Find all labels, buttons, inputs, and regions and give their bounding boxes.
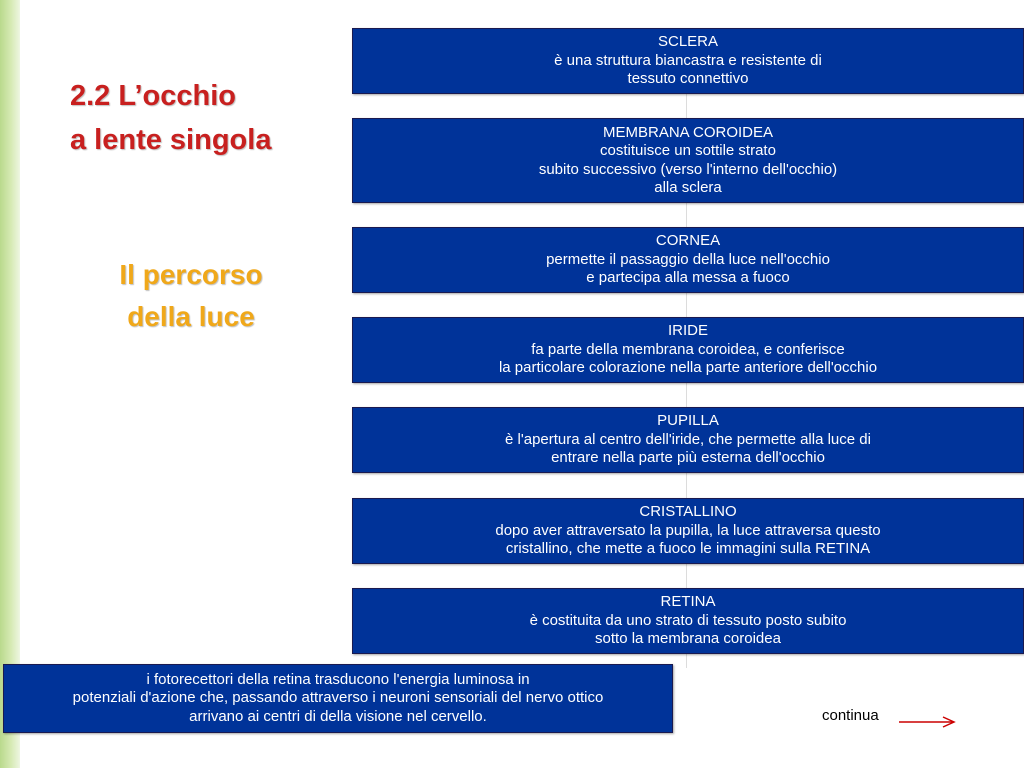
box-heading: MEMBRANA COROIDEA xyxy=(602,123,774,141)
slide-subtitle-line-1: Il percorso xyxy=(119,259,263,290)
box-text-line: entrare nella parte più esterna dell'occhio xyxy=(551,449,825,467)
box-membrana-coroidea xyxy=(352,118,1024,203)
box-text-line: subito successivo (verso l'interno dell'occhio) xyxy=(538,160,838,178)
slide-title-line-1: 2.2 L’occhio xyxy=(70,80,236,112)
continua-link[interactable]: continua xyxy=(822,707,879,724)
box-heading: CRISTALLINO xyxy=(639,503,737,521)
box-heading: IRIDE xyxy=(667,322,708,340)
box-heading: PUPILLA xyxy=(657,412,719,430)
box-text-line: è una struttura biancastra e resistente di xyxy=(554,51,822,69)
slide-subtitle xyxy=(86,254,296,338)
box-text-line: è l'apertura al centro dell'iride, che permette alla luce di xyxy=(505,430,871,448)
box-heading: CORNEA xyxy=(655,232,721,250)
box-text-line: tessuto connettivo xyxy=(627,70,749,88)
box-text-line: e partecipa alla messa a fuoco xyxy=(586,269,790,287)
slide-title xyxy=(70,74,271,162)
side-accent-bar xyxy=(0,0,20,768)
box-text-line: costituisce un sottile strato xyxy=(600,142,776,159)
right-arrow-icon[interactable] xyxy=(897,713,957,731)
box-text-line: fa parte della membrana coroidea, e conferisce xyxy=(531,340,845,358)
box-text-line: la particolare colorazione nella parte anteriore dell'occhio xyxy=(498,359,878,377)
box-text-line: arrivano ai centri di della visione nel cervello. xyxy=(189,707,487,725)
box-text-line: potenziali d'azione che, passando attraverso i neuroni sensoriali del nervo ottico xyxy=(72,689,604,707)
box-cornea xyxy=(352,227,1024,293)
box-text-line: i fotorecettori della retina trasducono l'energia luminosa in xyxy=(146,670,530,688)
box-text-line: permette il passaggio della luce nell'occhio xyxy=(546,250,830,268)
box-text-line: sotto la membrana coroidea xyxy=(595,630,781,648)
slide-title-line-2: a lente singola xyxy=(70,124,272,156)
box-text-line: dopo aver attraversato la pupilla, la luce attraversa questo xyxy=(495,521,881,539)
box-iride xyxy=(352,317,1024,383)
box-text-line: cristallino, che mette a fuoco le immagini sulla RETINA xyxy=(505,540,871,558)
box-pupilla xyxy=(352,407,1024,473)
box-retina xyxy=(352,588,1024,654)
box-heading: SCLERA xyxy=(657,33,719,51)
slide-subtitle-line-2: della luce xyxy=(127,301,255,332)
box-text-line: è costituita da uno strato di tessuto posto subito xyxy=(529,611,847,629)
box-sclera xyxy=(352,28,1024,94)
box-heading: RETINA xyxy=(660,593,716,611)
fotorecettori-box xyxy=(3,664,673,733)
box-text-line: alla sclera xyxy=(654,179,722,196)
box-cristallino xyxy=(352,498,1024,564)
